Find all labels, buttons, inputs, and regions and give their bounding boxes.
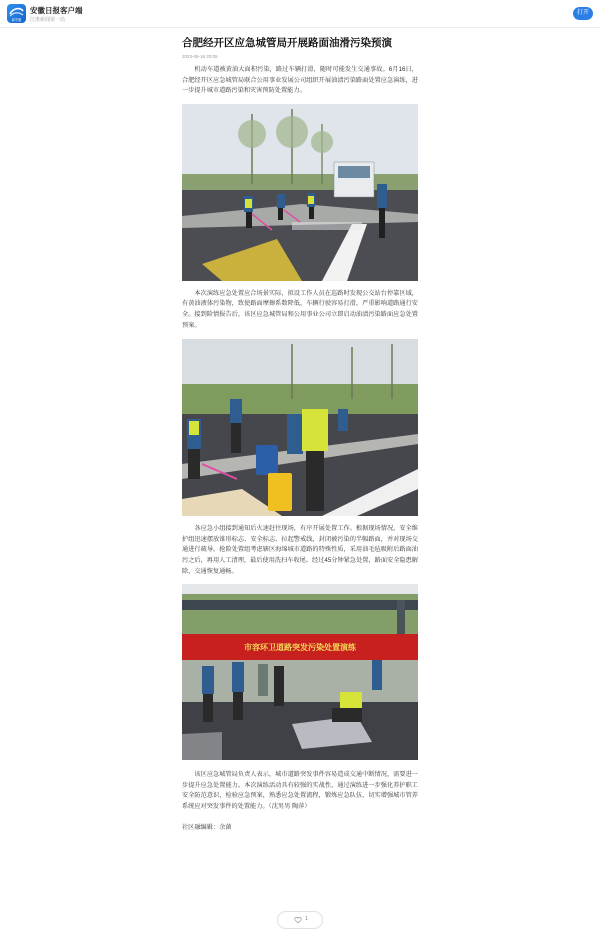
app-slogan: 江淮新闻第一站	[30, 17, 66, 23]
article	[182, 36, 418, 831]
article-title: 合肥经开区应急城管局开展路面油滑污染预演	[182, 37, 392, 49]
article-date: 2023-06-16 20:05	[182, 54, 218, 59]
photo-1	[182, 104, 418, 281]
app-logo	[7, 4, 26, 23]
paragraph-3: 各应急小组接到通知后火速赶往现场，有序开展处置工作。根据现场情况，安全维护组迅速摆放锥形标志、安全标志，拉起警戒线，封闭被污染的半幅路面，并对现场交通进行疏导。抢险处置组考虑辖区海绵城市道路的特殊性质，采用油毛毡吸附后路面油污之后，再用人工清理，最后使用洗扫车收尾。经过45分钟紧急处置，路面安全隐患解除，交通恢复通畅。	[182, 525, 418, 575]
like-button[interactable]	[277, 911, 323, 929]
open-app-button[interactable]: 打开	[573, 7, 593, 20]
photo-2	[182, 339, 418, 516]
photo-3	[182, 584, 418, 760]
heart-icon	[294, 916, 302, 924]
top-bar	[0, 0, 600, 28]
svg-text:新安徽: 新安徽	[11, 18, 22, 22]
banner-text: 市容环卫道路突发污染处置演练	[244, 643, 356, 653]
paragraph-2: 本次演练应急处置应合场景实际，拟设工作人员在巡路时发现公交站台停靠区域，有黄油液体污染物，致使路面摩擦系数降低，车辆行驶容易打滑，严重影响道路通行安全。接到险情报告后，该区应急城管局和公用事业公司立即启动油渍污染路面应急处置预案。	[182, 289, 418, 329]
paragraph-4: 该区应急城管局负责人表示，城市道路突发事件容易造成交通中断情况，需要进一步提升应急处置能力。本次演练活动具有较强的实战性，通过演练进一步强化养护职工安全防范意识，检验应急预案，熟悉应急处置流程，锻炼应急队伍，切实增强城市管养系统应对突发事件的处置能力。（沈男男 陶萍）	[182, 771, 418, 810]
like-count: 1	[305, 916, 309, 922]
editor-credit: 社区融编辑：余菌	[182, 823, 232, 831]
app-name: 安徽日报客户端	[30, 6, 83, 15]
paragraph-1: 机动车道被黄油大面积污染，路过车辆打滑，随时可能发生交通事故。6月16日，合肥经开区应急城管局联合公用事业发展公司组织开展油渍污染路面处置应急演练，进一步提升城市道路污染和灾害预防处置能力。	[182, 66, 418, 95]
